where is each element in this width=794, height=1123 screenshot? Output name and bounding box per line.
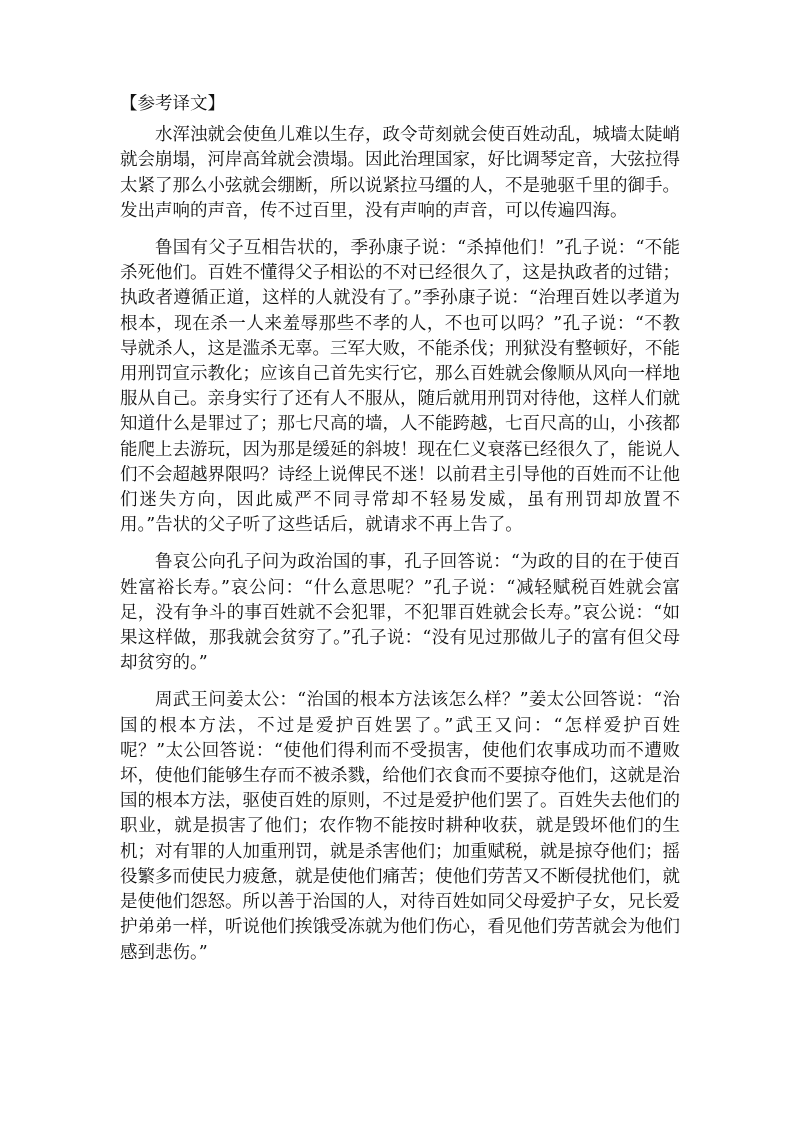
section-heading: 【参考译文】 (120, 94, 225, 114)
paragraph-1: 水浑浊就会使鱼儿难以生存，政令苛刻就会使百姓动乱，城墙太陡峭就会崩塌，河岸高耸就会溃塌。因此治理国家，好比调琴定音，大弦拉得太紧了那么小弦就会绷断，所以说紧拉马缰的人，不是驰驱千里的御手。发出声响的声音，传不过百里，没有声响的声音，可以传遍四海。 (120, 125, 680, 221)
paragraph-2: 鲁国有父子互相告状的，季孙康子说：“杀掉他们！”孔子说：“不能杀死他们。百姓不懂得父子相讼的不对已经很久了，这是执政者的过错；执政者遵循正道，这样的人就没有了。”季孙康子说：“治理百姓以孝道为根本，现在杀一人来羞辱那些不孝的人，不也可以吗？”孔子说：“不教导就杀人，这是滥杀无辜。三军大败，不能杀伐；刑狱没有整顿好，不能用刑罚宣示教化；应该自己首先实行它，那么百姓就会像顺从风向一样地服从自己。亲身实行了还有人不服从，随后就用刑罚对待他，这样人们就知道什么是罪过了；那七尺高的墙，人不能跨越，七百尺高的山，小孩都能爬上去游玩，因为那是缓延的斜坡！现在仁义衰落已经很久了，能说人们不会超越界限吗？诗经上说俾民不迷！以前君主引导他的百姓而不让他们迷失方向，因此威严不同寻常却不轻易发威，虽有刑罚却放置不用。”告状的父子听了这些话后，就请求不再上告了。 (120, 238, 680, 536)
paragraph-3: 鲁哀公向孔子问为政治国的事，孔子回答说：“为政的目的在于使百姓富裕长寿。”哀公问：“什么意思呢？”孔子说：“减轻赋税百姓就会富足，没有争斗的事百姓就不会犯罪，不犯罪百姓就会长寿。”哀公说：“如果这样做，那我就会贫穷了。”孔子说：“没有见过那做儿子的富有但父母却贫穷的。” (120, 552, 680, 674)
paragraph-4: 周武王问姜太公：“治国的根本方法该怎么样？”姜太公回答说：“治国的根本方法，不过是爱护百姓罢了。”武王又问：“怎样爱护百姓呢？”太公回答说：“使他们得利而不受损害，使他们农事成功而不遭败坏，使他们能够生存而不被杀戮，给他们衣食而不要掠夺他们，这就是治国的根本方法，驱使百姓的原则，不过是爱护他们罢了。百姓失去他们的职业，就是损害了他们；农作物不能按时耕种收获，就是毁坏他们的生机；对有罪的人加重刑罚，就是杀害他们；加重赋税，就是掠夺他们；摇役繁多而使民力疲惫，就是使他们痛苦；使他们劳苦又不断侵扰他们，就是使他们怨怒。所以善于治国的人，对待百姓如同父母爱护子女，兄长爱护弟弟一样，听说他们挨饿受冻就为他们伤心，看见他们劳苦就会为他们感到悲伤。” (120, 690, 680, 963)
document-body (120, 92, 680, 978)
